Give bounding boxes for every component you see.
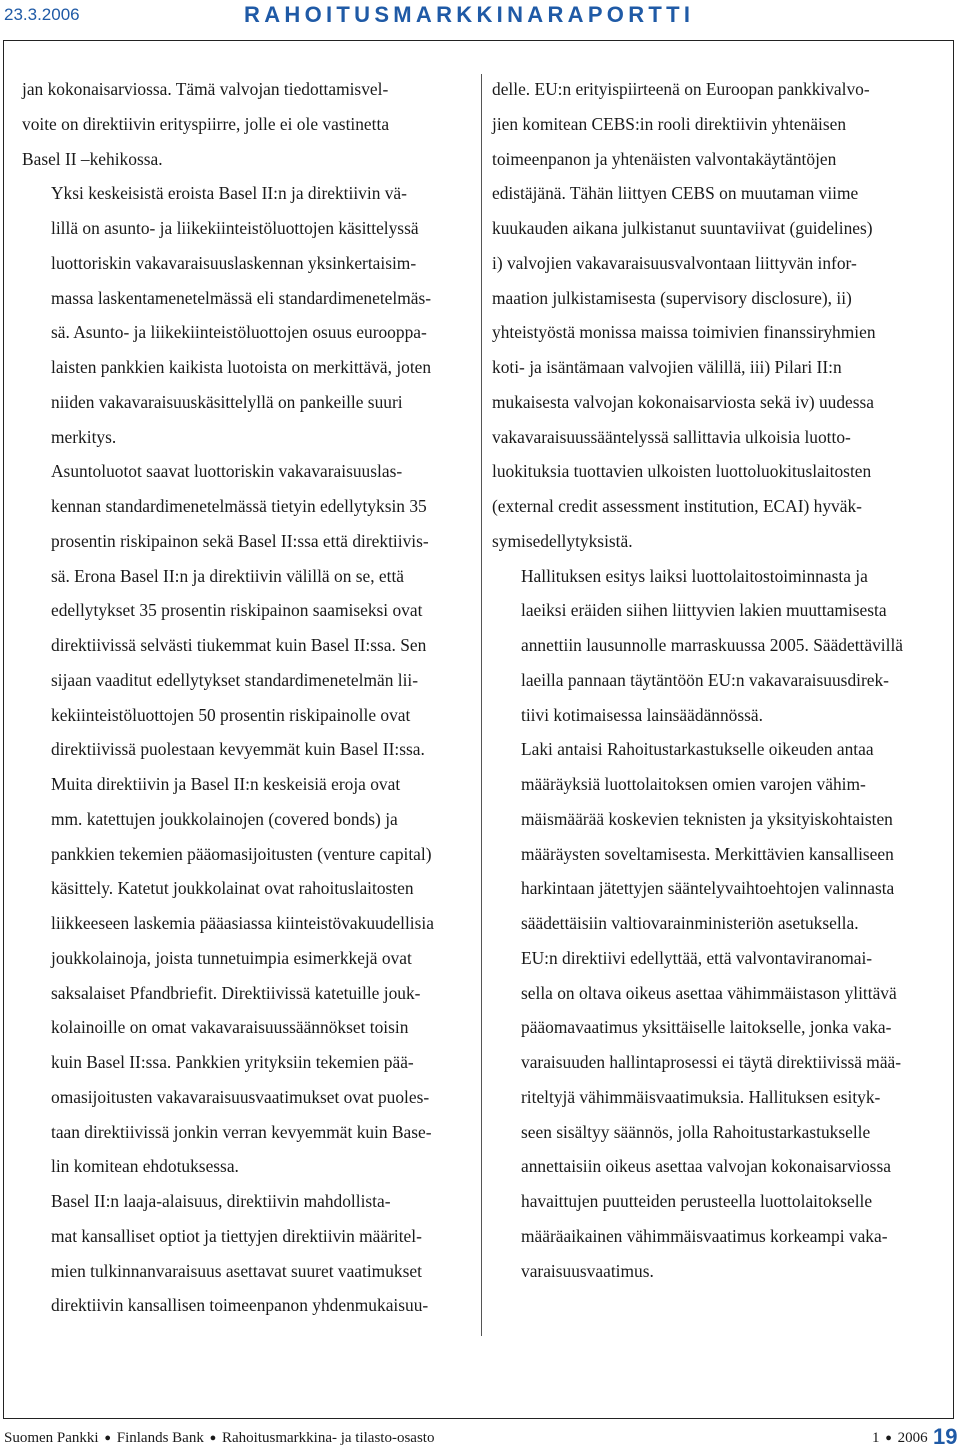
text-line: edellytykset 35 prosentin riskipainon saamiseksi ovat xyxy=(51,600,423,621)
text-line: edistäjänä. Tähän liittyen CEBS on muutaman viime xyxy=(492,183,859,204)
left-paragraph-5 xyxy=(22,1184,472,1323)
left-paragraph-1 xyxy=(22,72,472,176)
text-line: i) valvojien vakavaraisuusvalvontaan liittyvän infor- xyxy=(492,252,857,273)
text-line: (external credit assessment institution, ECAI) hyväk- xyxy=(492,496,862,516)
text-line: harkintaan jätettyjen sääntelyvaihtoehtojen valinnasta xyxy=(521,878,895,899)
text-line: säädettäisiin valtiovarainministeriön asetuksella. xyxy=(521,913,859,933)
text-line: mm. katettujen joukkolainojen (covered bonds) ja xyxy=(51,808,398,829)
issue-number: 1 xyxy=(872,1430,880,1446)
text-line: sä. Erona Basel II:n ja direktiivin välillä on se, että xyxy=(51,565,405,586)
text-line: vakavaraisuussääntelyssä sallittavia ulkoisia luotto- xyxy=(492,426,851,447)
left-paragraph-3 xyxy=(22,454,472,767)
report-title: RAHOITUSMARKKINARAPORTTI xyxy=(244,2,695,27)
right-paragraph-1 xyxy=(492,72,944,559)
text-line: liikkeeseen laskemia pääasiassa kiinteistövakuudellisia xyxy=(51,913,434,933)
text-line: lin komitean ehdotuksessa. xyxy=(51,1156,239,1177)
text-line: tiivi kotimaisessa lainsäädännössä. xyxy=(521,704,763,725)
text-line: pääomavaatimus yksittäiselle laitokselle, jonka vaka- xyxy=(521,1017,892,1038)
text-line: varaisuusvaatimus. xyxy=(521,1260,654,1281)
text-line: laeiksi eräiden siihen liittyvien lakien muuttamisesta xyxy=(521,600,887,621)
text-line: massa laskentamenetelmässä eli standardimenetelmäs- xyxy=(51,287,432,308)
text-line: jan kokonaisarviossa. Tämä valvojan tiedottamisvel- xyxy=(22,79,389,99)
text-line: varaisuuden hallintaprosessi ei täytä direktiivissä mää- xyxy=(521,1052,902,1072)
text-line: sä. Asunto- ja liikekiinteistöluottojen osuus eurooppa- xyxy=(51,322,427,343)
bullet-icon: ● xyxy=(885,1432,892,1444)
text-line: seen sisältyy säännös, jolla Rahoitustarkastukselle xyxy=(521,1121,871,1142)
text-line: lillä on asunto- ja liikekiinteistöluottojen käsittelyssä xyxy=(51,218,419,238)
issue-year: 2006 xyxy=(897,1430,928,1446)
left-column xyxy=(22,72,472,1323)
text-line: kuukauden aikana julkistanut suuntaviivat (guidelines) xyxy=(492,218,873,238)
text-line: maation julkistamisesta (supervisory disclosure), ii) xyxy=(492,287,852,308)
text-line: koti- ja isäntämaan valvojien välillä, iii) Pilari II:n xyxy=(492,357,842,377)
right-paragraph-4 xyxy=(492,941,944,1289)
text-line: joukkolainoja, joista tunnetuimpia esimerkkejä ovat xyxy=(51,947,412,968)
text-line: riteltyjä vähimmäisvaatimuksia. Hallituksen esityk- xyxy=(521,1086,881,1107)
footer-organization xyxy=(4,1430,434,1447)
text-line: annettiin lausunnolle marraskuussa 2005. Säädettävillä xyxy=(521,635,904,655)
text-line: direktiivin kansallisen toimeenpanon yhdenmukaisuu- xyxy=(51,1295,429,1316)
text-line: Basel II –kehikossa. xyxy=(22,148,163,169)
text-line: määräyksiä luottolaitoksen omien varojen vähim- xyxy=(521,774,866,794)
text-line: saksalaiset Pfandbriefit. Direktiivissä katetuille jouk- xyxy=(51,982,421,1003)
text-line: Hallituksen esitys laiksi luottolaitostoiminnasta ja xyxy=(521,565,868,586)
text-line: taan direktiivissä jonkin verran kevyemmät kuin Base- xyxy=(51,1121,432,1142)
text-line: toimeenpanon ja yhtenäisten valvontakäytäntöjen xyxy=(492,148,837,169)
text-line: mukaisesta valvojan kokonaisarviosta sekä iv) uudessa xyxy=(492,391,875,412)
text-line: mäismäärää koskevien teknisten ja yksityiskohtaisten xyxy=(521,808,893,829)
page-number: 19 xyxy=(933,1424,958,1449)
text-line: delle. EU:n erityispiirteenä on Euroopan pankkivalvo- xyxy=(492,79,870,99)
text-line: prosentin riskipainon sekä Basel II:ssa että direktiivis- xyxy=(51,530,429,551)
text-line: kennan standardimenetelmässä tietyin edellytyksin 35 xyxy=(51,496,427,516)
text-line: direktiivissä puolestaan kevyemmät kuin Basel II:ssa. xyxy=(51,739,425,760)
text-line: sella on oltava oikeus asettaa vähimmäistason ylittävä xyxy=(521,982,897,1003)
text-line: mat kansalliset optiot ja tiettyjen direktiivin määritel- xyxy=(51,1225,422,1246)
text-line: Muita direktiivin ja Basel II:n keskeisiä eroja ovat xyxy=(51,774,401,794)
text-line: luottoriskin vakavaraisuuslaskennan yksinkertaisim- xyxy=(51,252,417,273)
text-line: Asuntoluotot saavat luottoriskin vakavaraisuuslas- xyxy=(51,461,403,482)
footer-issue xyxy=(872,1430,928,1447)
text-line: symisedellytyksistä. xyxy=(492,530,633,551)
text-line: sijaan vaaditut edellytykset standardimenetelmän lii- xyxy=(51,669,419,690)
footer-org-sv: Finlands Bank xyxy=(116,1430,204,1446)
left-paragraph-4 xyxy=(22,767,472,1184)
text-line: käsittely. Katetut joukkolainat ovat rahoituslaitosten xyxy=(51,878,414,899)
text-line: niiden vakavaraisuuskäsittelyllä on pankeille suuri xyxy=(51,391,403,412)
right-paragraph-2 xyxy=(492,559,944,733)
text-line: jien komitean CEBS:in rooli direktiivin yhtenäisen xyxy=(492,113,847,134)
text-line: Yksi keskeisistä eroista Basel II:n ja direktiivin vä- xyxy=(51,183,407,204)
text-line: EU:n direktiivi edellyttää, että valvontaviranomai- xyxy=(521,947,873,968)
text-line: määräysten soveltamisesta. Merkittävien kansalliseen xyxy=(521,843,894,864)
text-line: Laki antaisi Rahoitustarkastukselle oikeuden antaa xyxy=(521,739,874,760)
text-line: annettaisiin oikeus asettaa valvojan kokonaisarviossa xyxy=(521,1156,891,1177)
text-line: määräaikainen vähimmäisvaatimus korkeampi vaka- xyxy=(521,1225,888,1246)
header-date: 23.3.2006 xyxy=(4,5,80,24)
text-line: yhteistyöstä monissa maissa toimivien finanssiryhmien xyxy=(492,322,876,343)
right-column xyxy=(492,72,944,1288)
right-paragraph-3 xyxy=(492,732,944,941)
text-line: mien tulkinnanvaraisuus asettavat suuret vaatimukset xyxy=(51,1260,422,1281)
text-line: voite on direktiivin erityspiirre, jolle ei ole vastinetta xyxy=(22,113,390,134)
text-line: direktiivissä selvästi tiukemmat kuin Basel II:ssa. Sen xyxy=(51,635,427,655)
text-line: kekiinteistöluottojen 50 prosentin riskipainolle ovat xyxy=(51,704,411,725)
text-line: merkitys. xyxy=(51,426,117,447)
text-line: omasijoitusten vakavaraisuusvaatimukset ovat puoles- xyxy=(51,1086,430,1107)
text-line: Basel II:n laaja-alaisuus, direktiivin mahdollista- xyxy=(51,1191,391,1211)
footer-org-fi: Suomen Pankki xyxy=(4,1430,99,1446)
text-line: laeilla pannaan täytäntöön EU:n vakavaraisuusdirek- xyxy=(521,669,889,690)
text-line: kolainoille on omat vakavaraisuussäännökset toisin xyxy=(51,1017,409,1038)
left-paragraph-2 xyxy=(22,176,472,454)
page-footer xyxy=(4,1424,958,1450)
text-line: laisten pankkien kaikista luotoista on merkittävä, joten xyxy=(51,357,432,377)
text-line: pankkien tekemien pääomasijoitusten (venture capital) xyxy=(51,843,432,864)
bullet-icon: ● xyxy=(209,1432,217,1444)
text-line: havaittujen puutteiden perusteella luottolaitokselle xyxy=(521,1191,873,1211)
column-divider xyxy=(481,74,482,1336)
bullet-icon: ● xyxy=(104,1432,111,1444)
footer-department: Rahoitusmarkkina- ja tilasto-osasto xyxy=(222,1430,435,1446)
text-line: kuin Basel II:ssa. Pankkien yrityksiin tekemien pää- xyxy=(51,1052,414,1072)
text-line: luokituksia tuottavien ulkoisten luottoluokituslaitosten xyxy=(492,461,872,482)
